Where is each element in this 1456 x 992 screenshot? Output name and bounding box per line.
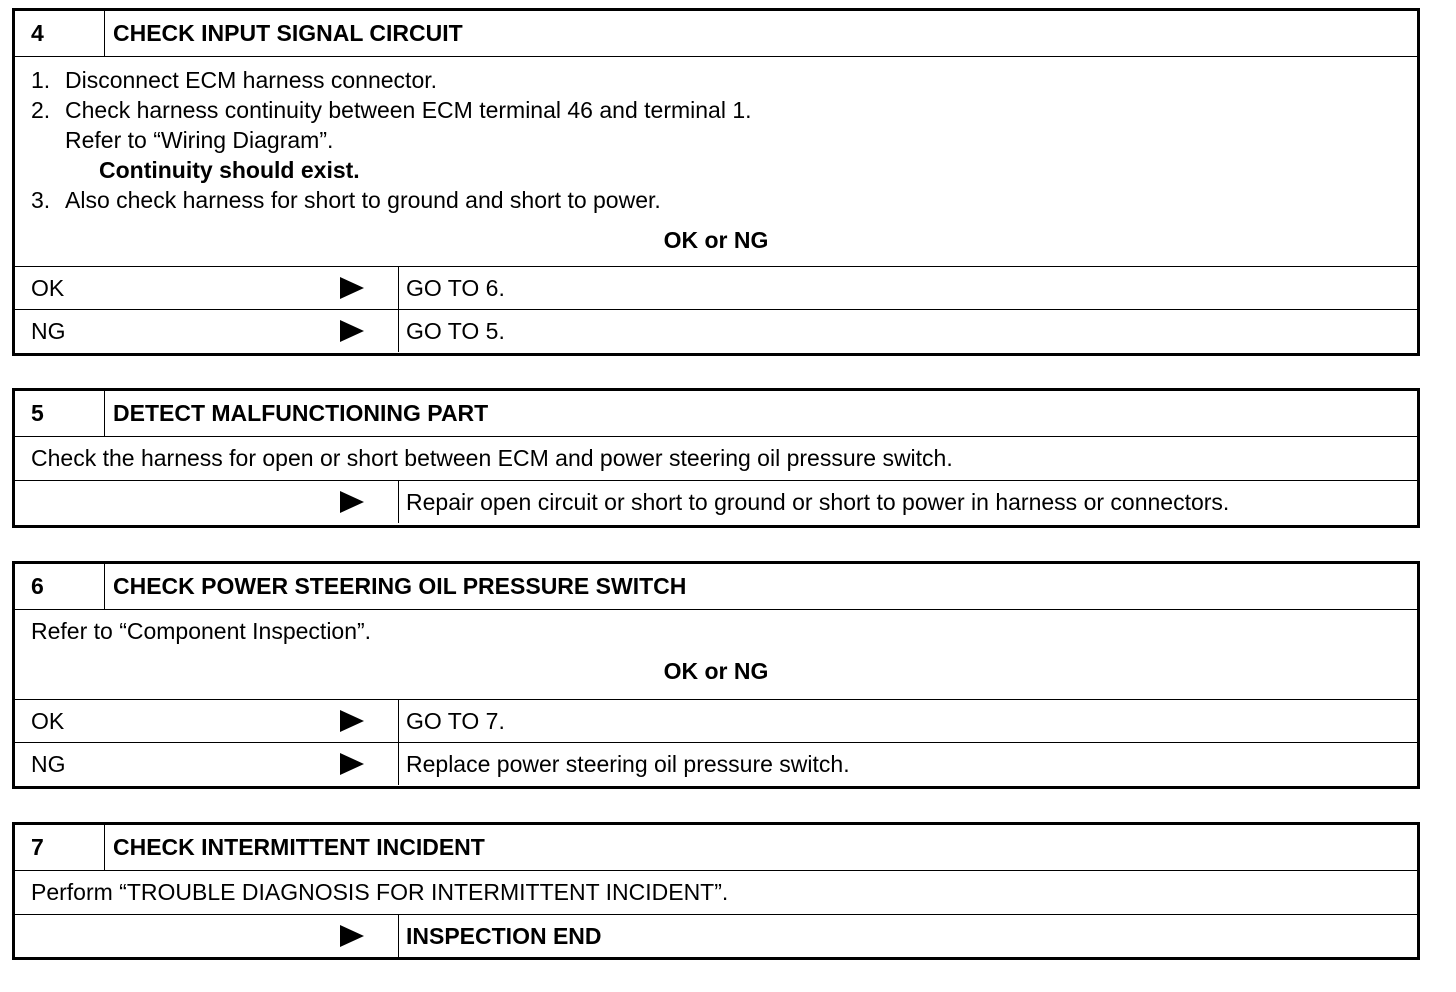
step-body	[15, 56, 1417, 266]
right-triangle-arrow-icon	[340, 320, 364, 342]
step-number: 7	[15, 825, 105, 870]
step-body	[15, 609, 1417, 699]
result-action: GO TO 7.	[406, 707, 505, 734]
right-triangle-arrow-icon	[340, 925, 364, 947]
step-number: 4	[15, 11, 105, 56]
instruction-text: Perform “TROUBLE DIAGNOSIS FOR INTERMITTENT INCIDENT”.	[31, 879, 729, 905]
step-6	[12, 561, 1420, 789]
instruction-item: 1. Disconnect ECM harness connector.	[31, 67, 438, 93]
result-action: GO TO 6.	[406, 274, 505, 301]
result-row-ok	[15, 266, 1417, 309]
result-action: GO TO 5.	[406, 317, 505, 344]
result-row	[15, 914, 1417, 957]
result-key: OK	[31, 274, 65, 301]
result-action: INSPECTION END	[406, 922, 602, 949]
spec-emphasis: Continuity should exist.	[99, 157, 360, 183]
right-triangle-arrow-icon	[340, 710, 364, 732]
instruction-text: Check the harness for open or short between ECM and power steering oil pressure switch.	[31, 445, 953, 471]
judgement-label: OK or NG	[663, 227, 769, 253]
right-triangle-arrow-icon	[340, 491, 364, 513]
instruction-item: 3. Also check harness for short to ground and short to power.	[31, 187, 661, 213]
result-row	[15, 480, 1417, 523]
result-row-ok	[15, 699, 1417, 742]
instruction-item: 2. Check harness continuity between ECM terminal 46 and terminal 1.	[31, 97, 752, 123]
step-5	[12, 388, 1420, 528]
step-4	[12, 8, 1420, 356]
step-number: 5	[15, 391, 105, 436]
step-body	[15, 870, 1417, 914]
refer-note: Refer to “Wiring Diagram”.	[65, 127, 334, 153]
step-title: CHECK INTERMITTENT INCIDENT	[113, 834, 485, 860]
result-key: NG	[31, 750, 66, 777]
step-7	[12, 822, 1420, 960]
step-title: CHECK INPUT SIGNAL CIRCUIT	[113, 20, 463, 46]
step-header	[15, 825, 1417, 870]
result-key: OK	[31, 707, 65, 734]
result-key: NG	[31, 317, 66, 344]
result-row-ng	[15, 742, 1417, 785]
right-triangle-arrow-icon	[340, 277, 364, 299]
step-title: CHECK POWER STEERING OIL PRESSURE SWITCH	[113, 573, 687, 599]
result-action: Repair open circuit or short to ground or short to power in harness or connectors.	[406, 488, 1230, 515]
step-number: 6	[15, 564, 105, 609]
instruction-text: Refer to “Component Inspection”.	[31, 618, 372, 644]
right-triangle-arrow-icon	[340, 753, 364, 775]
result-action: Replace power steering oil pressure switch.	[406, 750, 850, 777]
judgement-label: OK or NG	[663, 658, 769, 684]
step-header	[15, 391, 1417, 436]
result-row-ng	[15, 309, 1417, 352]
step-header	[15, 564, 1417, 609]
step-title: DETECT MALFUNCTIONING PART	[113, 400, 489, 426]
step-header	[15, 11, 1417, 56]
step-body	[15, 436, 1417, 480]
